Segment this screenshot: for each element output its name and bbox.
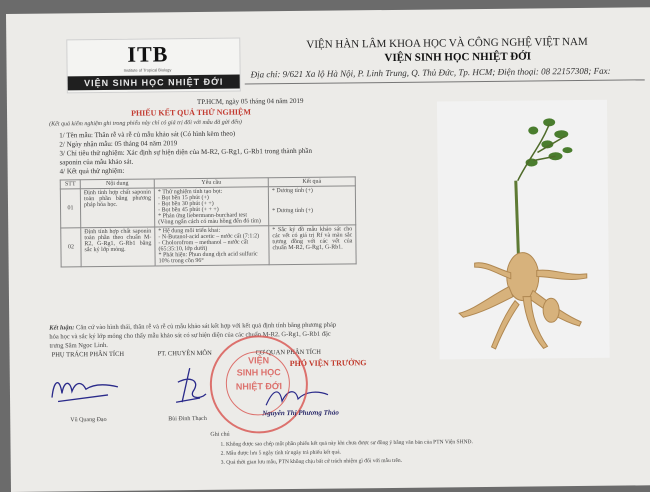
document-title: PHIẾU KẾT QUẢ THỬ NGHIỆM bbox=[130, 107, 251, 118]
sign-heading-expert: PT. CHUYÊN MÔN bbox=[157, 349, 212, 358]
item-received-date: 2/ Ngày nhận mẫu: 05 tháng 04 năm 2019 bbox=[59, 139, 178, 149]
row-stt: 01 bbox=[60, 189, 80, 228]
req-line: * Thử nghiệm tính tạo bọt: bbox=[157, 188, 223, 196]
signature-analyst bbox=[48, 367, 122, 408]
document-note: (Kết quả kiểm nghiệm ghi trong phiếu này chỉ có giá trị đối với mẫu đã gửi đến) bbox=[49, 119, 242, 128]
item-results-label: 4/ Kết quả thử nghiệm: bbox=[59, 166, 125, 176]
header-address: Địa chỉ: 9/621 Xa lộ Hà Nội, P. Linh Trung, Q. Thủ Đức, Tp. HCM; Điện thoại: 08 22157308; Fax: bbox=[250, 65, 611, 80]
stamp-text-1: VIỆN bbox=[248, 355, 270, 366]
req-line: - Bọt bền 45 phút (+ + +) bbox=[158, 206, 219, 214]
conclusion bbox=[49, 321, 341, 351]
notes-label: Ghi chú bbox=[210, 431, 230, 438]
conclusion-text: Căn cứ vào hình thái, thân rễ và rễ củ mẫu khảo sát kết hợp với kết quả định tính bằng phương pháp hóa học và sắc ký lớp mỏng cho thấy mẫu khảo sát có sự hiện diện của các chuẩn M-R2, G-Rg1, G-Rb1 đặc trưng Sâm Ngọc Linh. bbox=[49, 321, 337, 350]
note-line: 2. Mẫu được lưu 5 ngày tính từ ngày trả phiếu kết quả. bbox=[220, 449, 341, 457]
req-line: * Phản ứng liebermann-burchard test bbox=[158, 212, 248, 220]
stamp-text-3: NHIỆT ĐỚI bbox=[235, 381, 283, 392]
row-stt: 02 bbox=[61, 228, 81, 267]
result-line: * Dương tính (+) bbox=[272, 207, 314, 215]
row-content: Định tính hợp chất saponin toàn phần bằng phương pháp hóa học. bbox=[80, 188, 154, 228]
req-line: - Bọt bền 15 phút (+) bbox=[157, 194, 209, 202]
stamp-text-2: SINH HỌC bbox=[236, 367, 281, 378]
sign-heading-agency: CƠ QUAN PHÂN TÍCH bbox=[255, 348, 322, 357]
results-table bbox=[60, 176, 357, 267]
conclusion-label: Kết luận: bbox=[49, 324, 75, 332]
note-line: 1. Không được sao chép một phần phiếu kết quả này khi chưa được sự đồng ý bằng văn bản của PTN Viện SHNĐ. bbox=[220, 439, 473, 448]
header-divider bbox=[245, 79, 645, 84]
header-requirement: Yêu cầu bbox=[154, 178, 268, 188]
row-content: Định tính hợp chất saponin toàn phần theo chuẩn M-R2, G-Rg1, G-Rb1 bằng sắc ký lớp mỏng. bbox=[81, 227, 155, 267]
sign-heading-analyst: PHỤ TRÁCH PHÂN TÍCH bbox=[51, 350, 125, 359]
header-content: Nội dung bbox=[80, 179, 154, 189]
req-line: * Hệ dung môi triển khai: bbox=[158, 227, 221, 235]
table-row bbox=[61, 225, 356, 267]
row-requirement bbox=[154, 187, 268, 227]
signer-expert: Bùi Đình Thạch bbox=[168, 415, 207, 423]
logo-institute: Institute of Tropical Biology bbox=[123, 67, 172, 73]
req-line: (Vòng ngăn cách có màu hồng đến đỏ tím) bbox=[158, 218, 261, 226]
row-result bbox=[268, 186, 355, 226]
sign-heading-vice-director: PHÓ VIỆN TRƯỞNG bbox=[289, 358, 367, 369]
header-line2: VIỆN SINH HỌC NHIỆT ĐỚI bbox=[384, 50, 532, 65]
row-requirement bbox=[155, 226, 269, 266]
req-line: - N-Butanol-acid acetic – nước cất (7:1:2) bbox=[158, 233, 260, 241]
logo-text: ITB bbox=[127, 41, 169, 67]
item-test-criteria-cont: saponin của mẫu khảo sát. bbox=[59, 157, 134, 167]
institute-stamp bbox=[209, 335, 308, 434]
req-line: * Phát hiện: Phun dung dịch acid sulfuric 10% trong cồn 96° bbox=[158, 251, 258, 265]
row-result: * Sắc ký đồ mẫu khảo sát cho các vết có giá trị Rf và màu sắc tương đồng với các vết của chuẩn M-R2, G-Rg1, G-Rb1. bbox=[269, 225, 356, 265]
req-line: - Cholorofrom – methanol – nước cất (65:35:10, lớp dưới) bbox=[158, 239, 249, 253]
place-date: TP.HCM, ngày 05 tháng 04 năm 2019 bbox=[196, 96, 304, 107]
header-line1: VIỆN HÀN LÂM KHOA HỌC VÀ CÔNG NGHỆ VIỆT NAM bbox=[306, 35, 588, 51]
ginseng-root-image bbox=[437, 100, 610, 360]
signer-analyst: Vũ Quang Đạo bbox=[70, 416, 107, 424]
document-page bbox=[6, 7, 650, 492]
logo-band: VIỆN SINH HỌC NHIỆT ĐỚI bbox=[68, 75, 240, 91]
signer-vice-director: Nguyễn Thị Phương Thảo bbox=[262, 408, 339, 418]
table-row bbox=[60, 186, 355, 228]
req-line: - Bọt bền 30 phút (+ +) bbox=[157, 200, 214, 208]
item-test-criteria: 3/ Chỉ tiêu thử nghiệm: Xác định sự hiện diện của M-R2, G-Rg1, G-Rb1 trong thành phần bbox=[59, 146, 313, 158]
sample-photo bbox=[437, 100, 610, 360]
signature-expert bbox=[170, 364, 210, 408]
item-sample-name: 1/ Tên mẫu: Thân rễ và rễ củ mẫu khảo sát (Có hình kèm theo) bbox=[59, 129, 236, 140]
result-line: * Dương tính (+) bbox=[271, 187, 313, 195]
header-stt: STT bbox=[60, 180, 80, 189]
itb-logo bbox=[66, 38, 241, 94]
header-result: Kết quả bbox=[268, 177, 355, 187]
note-line: 3. Quá thời gian lưu mẫu, PTN không chịu bất cứ trách nhiệm gì đối với mẫu trên. bbox=[220, 457, 403, 466]
